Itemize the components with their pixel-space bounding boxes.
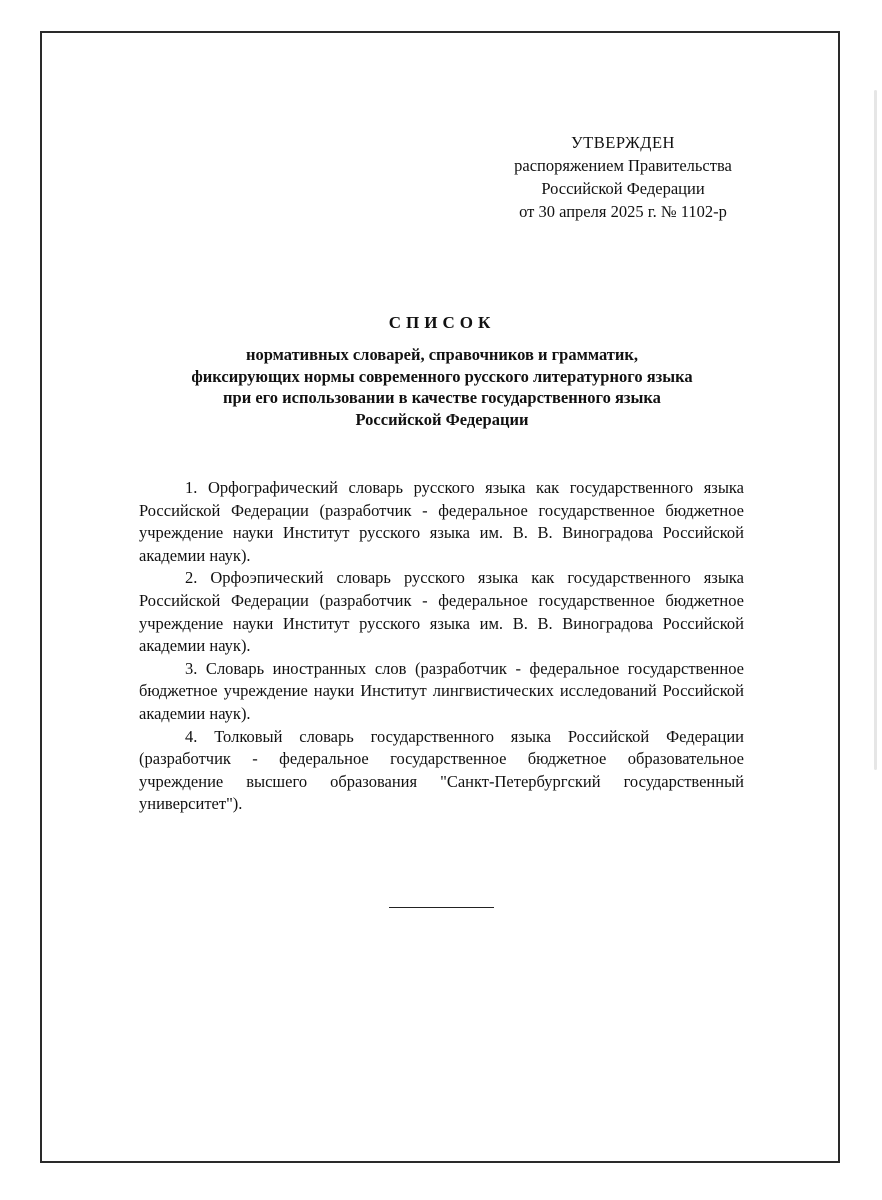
end-divider (389, 907, 494, 908)
subtitle-line: фиксирующих нормы современного русского литературного языка (191, 366, 693, 386)
document-title: СПИСОК (388, 313, 496, 332)
list-item: 1. Орфографический словарь русского языка как государственного языка Российской Федерации (разработчик - федеральное государственное бюджетное учреждение науки Институт русского языка им. В. В. Виноградова Российской академии наук). (139, 478, 744, 565)
subtitle-line: при его использовании в качестве государственного языка (223, 388, 661, 407)
scrollbar[interactable] (874, 90, 877, 770)
subtitle-line: Российской Федерации (355, 409, 529, 429)
document-page (40, 31, 840, 1163)
approval-heading: УТВЕРЖДЕН (571, 133, 675, 152)
approval-country: Российской Федерации (541, 179, 705, 198)
approval-authority: распоряжением Правительства (514, 156, 732, 175)
approval-date-number: от 30 апреля 2025 г. № 1102-р (519, 202, 727, 221)
document-subtitle (42, 344, 842, 430)
list-item: 2. Орфоэпический словарь русского языка как государственного языка Российской Федерации (разработчик - федеральное государственное бюджетное учреждение науки Институт русского языка им. В. В. Виноградова Российской академии наук). (139, 568, 744, 656)
list-item: 4. Толковый словарь государственного языка Российской Федерации (разработчик - федеральное государственное бюджетное образовательное учреждение высшего образования "Санкт-Петербургский государственный университет"). (139, 726, 744, 814)
approval-block (478, 131, 768, 223)
list-item: 3. Словарь иностранных слов (разработчик - федеральное государственное бюджетное учреждение науки Институт лингвистических исследований Российской академии наук). (139, 658, 744, 723)
dictionary-list (139, 477, 744, 816)
subtitle-line: нормативных словарей, справочников и грамматик, (245, 345, 639, 364)
